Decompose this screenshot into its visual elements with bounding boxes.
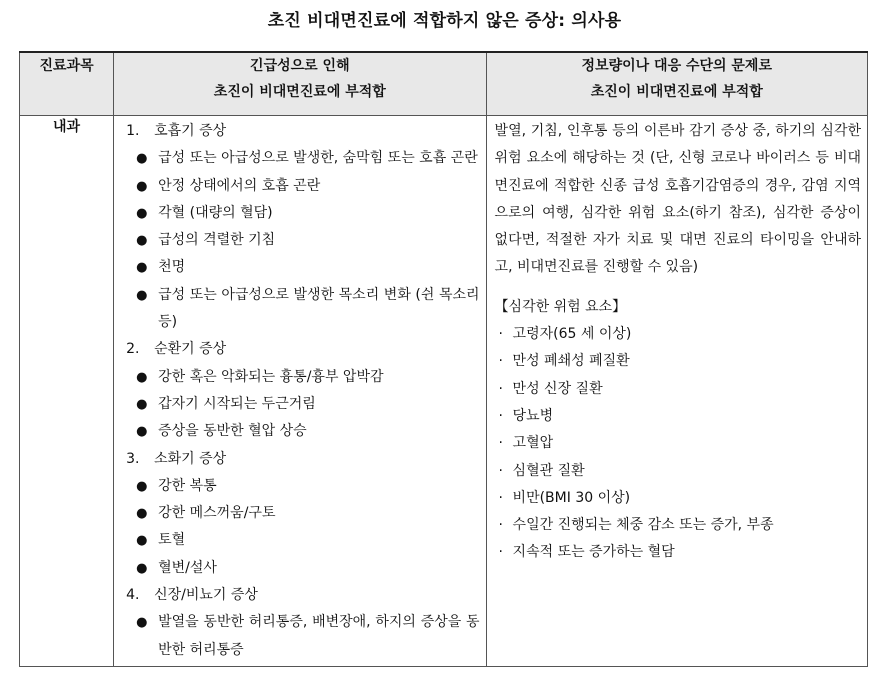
section-number: 2.: [126, 341, 140, 358]
bullet-icon: ●: [136, 287, 148, 303]
bullet-icon: ●: [136, 478, 148, 494]
risk-marker-icon: ·: [498, 435, 503, 452]
symptom-text: 급성의 격렬한 기침: [158, 232, 276, 249]
risk-factor-text: 지속적 또는 증가하는 혈담: [512, 544, 675, 561]
page-title: 초진 비대면진료에 적합하지 않은 증상: 의사용: [267, 11, 622, 31]
header-information-line1: 정보량이나 대응 수단의 문제로: [581, 58, 772, 74]
symptom-item: [120, 473, 479, 500]
symptom-item: [120, 200, 479, 227]
cold-symptom-paragraph: 발열, 기침, 인후통 등의 이른바 감기 증상 중, 하기의 심각한 위험 요소에 해당하는 것 (단, 신형 코로나 바이러스 등 비대면진료에 적합한 신종 급성 호흡기감염증의 경우, 감염 지역으로의 여행, 심각한 위험 요소(하기 참조), 심각한 증상이 없다면, 적절한 자가 치료 및 대면 진료의 타이밍을 안내하고, 비대면진료를 진행할 수 있음): [494, 123, 861, 276]
bullet-icon: ●: [136, 233, 148, 249]
risk-factor-item: [495, 512, 861, 539]
symptom-text: 토혈: [158, 532, 186, 549]
header-urgency-line2: 초진이 비대면진료에 부적합: [213, 84, 386, 100]
symptom-item: [120, 173, 479, 200]
symptom-item: [120, 364, 479, 391]
bullet-icon: ●: [136, 424, 148, 440]
bullet-icon: ●: [136, 533, 148, 549]
symptom-text: 혈변/설사: [158, 559, 217, 576]
section-number: 4.: [126, 587, 140, 604]
symptom-item: [120, 555, 479, 582]
symptom-text: 안정 상태에서의 호흡 곤란: [158, 177, 321, 194]
symptom-item: [120, 391, 479, 418]
symptom-item: [120, 145, 479, 172]
risk-marker-icon: ·: [498, 407, 503, 424]
bullet-icon: ●: [136, 205, 148, 221]
symptom-text: 갑자기 시작되는 두근거림: [158, 395, 316, 412]
symptom-text: 급성 또는 아급성으로 발생한, 숨막힘 또는 호흡 곤란: [158, 150, 478, 167]
symptom-text: 증상을 동반한 혈압 상승: [158, 423, 307, 440]
header-urgency: [114, 52, 486, 116]
symptom-item: [120, 500, 479, 527]
symptom-text: 발열을 동반한 허리통증, 배변장애, 하지의 증상을 동반한 허리통증: [158, 614, 480, 658]
risk-factor-item: [495, 458, 861, 485]
risk-factor-item: [495, 376, 861, 403]
risk-factor-text: 당뇨병: [512, 407, 554, 424]
section-heading: [120, 118, 479, 145]
bullet-icon: ●: [136, 615, 148, 631]
symptom-text: 강한 메스꺼움/구토: [158, 505, 276, 522]
section-label: 신장/비뇨기 증상: [154, 587, 258, 604]
bullet-icon: ●: [136, 396, 148, 412]
risk-factor-text: 수일간 진행되는 체중 감소 또는 증가, 부종: [512, 517, 774, 534]
risk-marker-icon: ·: [498, 544, 503, 561]
header-information-line2: 초진이 비대면진료에 부적합: [590, 84, 763, 100]
bullet-icon: ●: [136, 560, 148, 576]
risk-factor-text: 고령자(65 세 이상): [512, 326, 632, 343]
symptom-sections: [114, 116, 485, 666]
risk-marker-icon: ·: [498, 517, 503, 534]
symptom-item: [120, 227, 479, 254]
risk-marker-icon: ·: [498, 326, 503, 343]
symptom-text: 강한 혹은 악화되는 흉통/흉부 압박감: [158, 368, 384, 385]
header-urgency-line1: 긴급성으로 인해: [250, 58, 350, 74]
risk-factor-item: [495, 485, 861, 512]
symptom-item: [120, 418, 479, 445]
risk-factor-item: [495, 348, 861, 375]
risk-marker-icon: ·: [498, 380, 503, 397]
risk-factor-item: [495, 430, 861, 457]
information-content: [487, 116, 867, 569]
internal-medicine-row: [20, 116, 868, 667]
symptom-item: [120, 527, 479, 554]
risk-marker-icon: ·: [498, 353, 503, 370]
symptom-table: [19, 51, 868, 667]
risk-factor-item: [495, 403, 861, 430]
bullet-icon: ●: [136, 151, 148, 167]
section-label: 소화기 증상: [154, 450, 227, 467]
symptom-item: [120, 282, 479, 337]
risk-marker-icon: ·: [498, 489, 503, 506]
risk-factors-title: 【심각한 위험 요소】: [494, 298, 627, 315]
symptom-item: [120, 609, 479, 664]
symptom-text: 각혈 (대량의 혈담): [158, 204, 273, 221]
header-dept: 진료과목: [20, 52, 114, 116]
section-label: 순환기 증상: [154, 341, 227, 358]
risk-factor-text: 만성 폐쇄성 폐질환: [512, 353, 630, 370]
bullet-icon: ●: [136, 369, 148, 385]
information-cell: [486, 116, 867, 667]
bullet-icon: ●: [136, 260, 148, 276]
header-row: [20, 52, 868, 116]
symptom-text: 급성 또는 아급성으로 발생한 목소리 변화 (쉰 목소리 등): [158, 286, 480, 331]
dept-cell: 내과: [20, 116, 114, 667]
risk-factor-item: [495, 539, 861, 566]
section-heading: [120, 446, 479, 473]
risk-marker-icon: ·: [498, 462, 503, 479]
header-information: [486, 52, 867, 116]
section-number: 3.: [126, 450, 140, 467]
risk-factor-text: 고혈압: [512, 435, 554, 452]
symptom-text: 천명: [158, 259, 186, 276]
risk-factor-text: 비만(BMI 30 이상): [512, 489, 631, 506]
section-number: 1.: [126, 123, 140, 139]
risk-factor-text: 심혈관 질환: [512, 462, 585, 479]
urgency-cell: [114, 116, 486, 667]
section-label: 호흡기 증상: [154, 123, 227, 139]
risk-factor-item: [495, 321, 861, 348]
symptom-text: 강한 복통: [158, 477, 217, 494]
risk-factor-text: 만성 신장 질환: [512, 380, 603, 397]
spacer: [495, 282, 861, 294]
bullet-icon: ●: [136, 506, 148, 522]
bullet-icon: ●: [136, 178, 148, 194]
section-heading: [120, 582, 479, 609]
risk-factor-list: [495, 321, 861, 567]
symptom-item: [120, 254, 479, 281]
section-heading: [120, 336, 479, 363]
